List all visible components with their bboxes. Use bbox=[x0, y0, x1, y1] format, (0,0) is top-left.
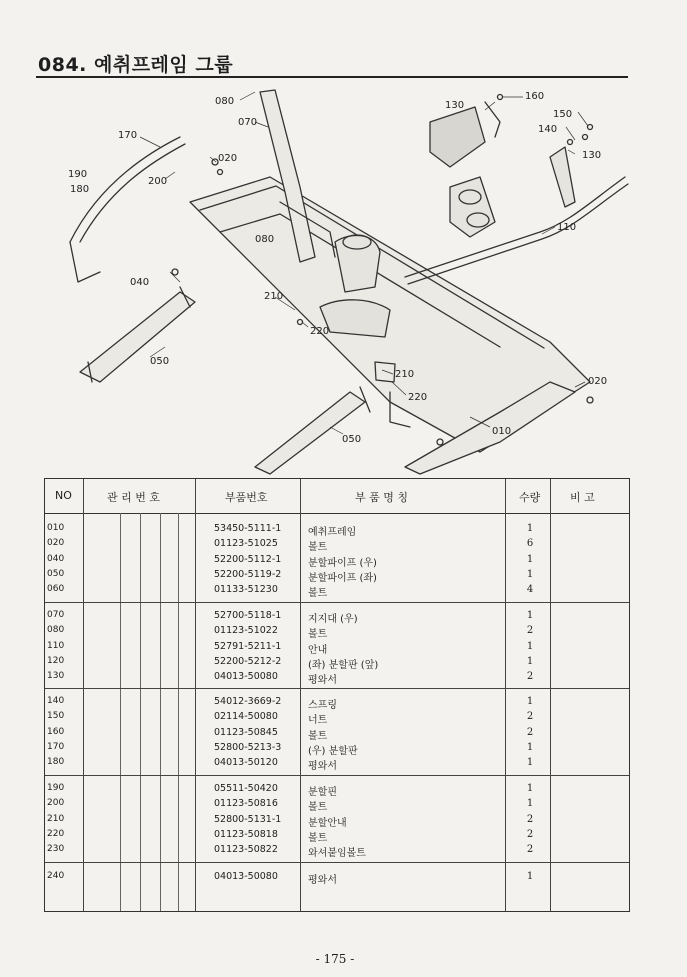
row-quantity: 1 bbox=[526, 696, 534, 707]
svg-text:020: 020 bbox=[218, 153, 238, 164]
row-part-number: 05511-50420 bbox=[214, 783, 278, 794]
row-part-number: 52700-5118-1 bbox=[214, 610, 282, 621]
row-part-number: 02114-50080 bbox=[214, 711, 278, 723]
row-part-name: 분할안내 bbox=[308, 817, 347, 829]
row-number: 010 bbox=[47, 523, 65, 533]
row-part-number: 01123-51025 bbox=[214, 538, 278, 550]
row-part-name: (우) 분할판 bbox=[308, 745, 358, 757]
row-part-number: 54012-3669-2 bbox=[214, 696, 282, 707]
group-divider bbox=[45, 775, 629, 776]
row-part-number: 52200-5212-2 bbox=[214, 655, 282, 667]
row-quantity: 2 bbox=[526, 625, 534, 637]
svg-text:160: 160 bbox=[525, 91, 545, 102]
row-quantity: 6 bbox=[526, 538, 534, 550]
col-remarks: 비 고 bbox=[570, 491, 595, 504]
row-quantity: 1 bbox=[526, 757, 534, 769]
row-part-number: 04013-50080 bbox=[214, 671, 278, 683]
col-divider bbox=[505, 479, 506, 911]
row-part-number: 53450-5111-1 bbox=[214, 523, 282, 534]
row-number: 140 bbox=[47, 696, 65, 706]
row-part-name: 지지대 (우) bbox=[308, 614, 358, 625]
row-quantity: 2 bbox=[526, 711, 534, 723]
row-part-number: 04013-50120 bbox=[214, 757, 278, 769]
row-quantity: 1 bbox=[526, 798, 534, 810]
svg-text:110: 110 bbox=[557, 222, 577, 233]
row-quantity: 2 bbox=[526, 813, 534, 825]
svg-text:010: 010 bbox=[492, 426, 512, 437]
group-divider bbox=[45, 688, 629, 689]
row-part-number: 52200-5112-1 bbox=[214, 553, 282, 565]
row-number: 170 bbox=[47, 741, 65, 752]
row-number: 180 bbox=[47, 757, 65, 768]
row-part-name: 예취프레임 bbox=[308, 527, 357, 538]
col-part-no: 부품번호 bbox=[225, 491, 268, 504]
row-part-number: 52800-5131-1 bbox=[214, 813, 282, 825]
svg-text:170: 170 bbox=[118, 130, 138, 141]
col-qty: 수량 bbox=[519, 491, 541, 504]
page-title: 084. 예취프레임 그룹 bbox=[38, 54, 234, 76]
row-part-number: 01133-51230 bbox=[214, 584, 278, 596]
row-number: 050 bbox=[47, 568, 65, 579]
row-part-name: 분할핀 bbox=[308, 787, 337, 798]
svg-text:200: 200 bbox=[148, 176, 168, 187]
svg-text:130: 130 bbox=[582, 150, 602, 161]
svg-text:190: 190 bbox=[68, 169, 88, 180]
row-part-name: 평와서 bbox=[308, 761, 337, 773]
row-quantity: 1 bbox=[526, 568, 534, 580]
row-part-number: 52200-5119-2 bbox=[214, 568, 282, 580]
row-quantity: 2 bbox=[526, 828, 534, 840]
row-number: 040 bbox=[47, 553, 65, 564]
row-part-name: 볼트 bbox=[308, 802, 328, 814]
svg-text:080: 080 bbox=[215, 96, 235, 107]
svg-text:040: 040 bbox=[130, 277, 150, 288]
row-part-name: 스프링 bbox=[308, 700, 337, 711]
row-part-name: 볼트 bbox=[308, 730, 328, 742]
row-quantity: 2 bbox=[526, 671, 534, 683]
col-divider bbox=[300, 479, 301, 911]
svg-text:150: 150 bbox=[553, 109, 573, 120]
col-divider bbox=[160, 513, 161, 911]
row-part-name: 와셔붙임볼트 bbox=[308, 848, 366, 860]
col-mgmt: 관 리 번 호 bbox=[107, 491, 160, 504]
row-part-number: 01123-50818 bbox=[214, 828, 278, 840]
svg-text:050: 050 bbox=[342, 434, 362, 445]
svg-text:220: 220 bbox=[310, 326, 330, 337]
table-header bbox=[45, 479, 629, 514]
row-part-number: 52791-5211-1 bbox=[214, 640, 282, 652]
svg-text:080: 080 bbox=[255, 234, 275, 245]
row-part-number: 52800-5213-3 bbox=[214, 741, 282, 753]
row-part-name: 분할파이프 (우) bbox=[308, 557, 377, 569]
group-divider bbox=[45, 862, 629, 863]
row-part-name: 평와서 bbox=[308, 875, 337, 886]
row-quantity: 1 bbox=[526, 640, 534, 652]
row-quantity: 4 bbox=[526, 584, 534, 596]
row-number: 060 bbox=[47, 584, 65, 595]
group-divider bbox=[45, 602, 629, 603]
row-part-number: 04013-50080 bbox=[214, 871, 278, 882]
page-number: - 175 - bbox=[315, 952, 355, 966]
col-divider bbox=[195, 479, 196, 911]
col-divider bbox=[178, 513, 179, 911]
col-divider bbox=[120, 513, 121, 911]
row-quantity: 2 bbox=[526, 844, 534, 856]
col-divider bbox=[550, 479, 551, 911]
title-underline bbox=[36, 76, 628, 78]
row-part-name: 볼트 bbox=[308, 588, 328, 600]
svg-text:050: 050 bbox=[150, 356, 170, 367]
row-part-name: (좌) 분할판 (앞) bbox=[308, 659, 379, 671]
row-part-name: 너트 bbox=[308, 715, 328, 727]
row-part-number: 01123-51022 bbox=[214, 625, 278, 637]
row-number: 220 bbox=[47, 828, 65, 839]
row-number: 150 bbox=[47, 711, 65, 722]
svg-text:220: 220 bbox=[408, 392, 428, 403]
row-number: 210 bbox=[47, 813, 65, 824]
row-quantity: 1 bbox=[526, 741, 534, 753]
row-part-number: 01123-50816 bbox=[214, 798, 278, 810]
row-number: 190 bbox=[47, 783, 65, 793]
row-number: 080 bbox=[47, 625, 65, 636]
row-part-name: 볼트 bbox=[308, 832, 328, 844]
row-number: 230 bbox=[47, 844, 65, 855]
svg-text:130: 130 bbox=[445, 100, 465, 111]
parts-table bbox=[44, 478, 630, 912]
col-divider bbox=[140, 513, 141, 911]
row-number: 130 bbox=[47, 671, 65, 682]
svg-text:070: 070 bbox=[238, 117, 258, 128]
row-part-name: 평와서 bbox=[308, 675, 337, 687]
row-quantity: 1 bbox=[526, 610, 534, 621]
row-part-number: 01123-50845 bbox=[214, 726, 278, 738]
row-part-name: 볼트 bbox=[308, 629, 328, 641]
row-number: 070 bbox=[47, 610, 65, 620]
svg-text:210: 210 bbox=[264, 291, 284, 302]
row-number: 200 bbox=[47, 798, 65, 809]
row-part-number: 01123-50822 bbox=[214, 844, 278, 856]
row-quantity: 1 bbox=[526, 553, 534, 565]
row-part-name: 분할파이프 (좌) bbox=[308, 572, 377, 584]
col-part-name: 부 품 명 칭 bbox=[355, 491, 408, 504]
col-divider bbox=[83, 479, 84, 911]
row-number: 160 bbox=[47, 726, 65, 737]
row-quantity: 2 bbox=[526, 726, 534, 738]
row-part-name: 안내 bbox=[308, 644, 328, 656]
svg-text:020: 020 bbox=[588, 376, 608, 387]
row-quantity: 1 bbox=[526, 655, 534, 667]
parts-diagram bbox=[30, 82, 640, 477]
svg-text:210: 210 bbox=[395, 369, 415, 380]
svg-text:180: 180 bbox=[70, 184, 90, 195]
row-number: 240 bbox=[47, 871, 65, 881]
svg-text:140: 140 bbox=[538, 124, 558, 135]
row-number: 110 bbox=[47, 640, 65, 651]
row-number: 120 bbox=[47, 655, 65, 666]
col-no: NO bbox=[55, 489, 72, 502]
row-quantity: 1 bbox=[526, 783, 534, 794]
row-number: 020 bbox=[47, 538, 65, 549]
row-quantity: 1 bbox=[526, 523, 534, 534]
row-part-name: 볼트 bbox=[308, 542, 328, 554]
row-quantity: 1 bbox=[526, 871, 534, 882]
